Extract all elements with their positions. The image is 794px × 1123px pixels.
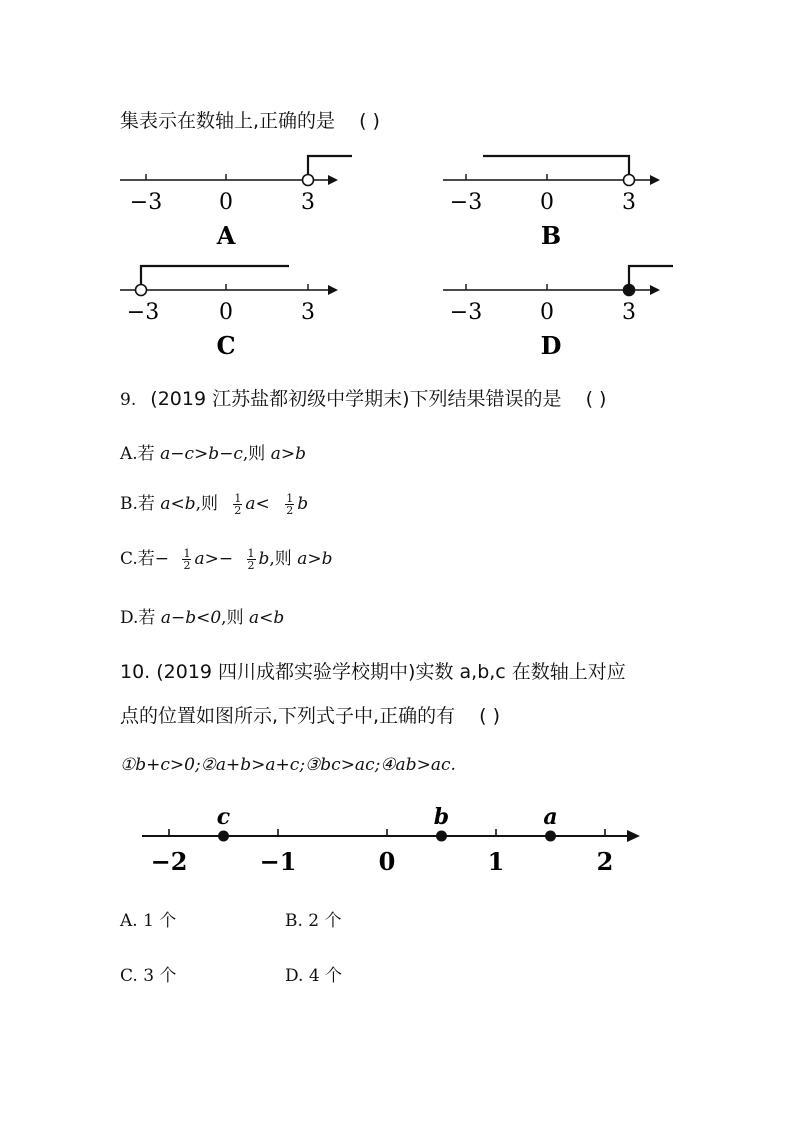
q8b-tick-3: 3 [622,190,636,215]
q10-stem-line2 [120,701,535,728]
q8b-tick-0: 0 [540,190,554,215]
q8d-tick-neg3: −3 [449,300,483,325]
q9a-prefix: A.若 [120,444,155,464]
q8-answer-paren: ( ) [359,110,380,132]
q10-point-c [218,831,229,842]
q8-option-b-figure [443,156,660,250]
q10-tick-label: 2 [596,847,614,876]
q9c-result: a>b [297,549,333,569]
q8d-tick-3: 3 [622,300,636,325]
q10-answer-paren: ( ) [479,705,501,727]
q8-option-a-figure [120,156,352,250]
q8-option-d-label: D [540,331,562,360]
q9a-result: a>b [270,444,306,464]
q10-number-line [0,800,794,880]
q8-option-d-figure [443,266,673,360]
q9c-fraction-right: $\frac{1}{2}$ [247,547,255,572]
q8-option-a-label: A [216,221,236,250]
q8-stem-text: 集表示在数轴上,正确的是 [120,110,336,132]
q10-point-a [545,831,556,842]
q8-option-c-figure [120,266,338,360]
q10-option-d: D. 4 个 [285,966,343,986]
q8d-tick-0: 0 [540,300,554,325]
q9b-fraction-right: $\frac{1}{2}$ [286,492,294,517]
q9b-result-right: b [297,494,309,514]
q9-option-a [120,439,306,464]
q10-tick-label: 0 [378,847,396,876]
q10-option-a: A. 1 个 [120,911,177,931]
q10-point-label-c: c [216,804,231,830]
q8c-tick-3: 3 [301,300,315,325]
q9b-then: ,则 [195,494,218,514]
q10-point-label-b: b [433,804,450,830]
q9c-then: ,则 [269,549,292,569]
q9c-prefix: C.若− [120,549,170,569]
q9c-fraction-left: $\frac{1}{2}$ [183,547,191,572]
q10-point-label-a: a [543,804,558,830]
q9-answer-paren: ( ) [585,388,607,410]
q10-option-b: B. 2 个 [285,911,342,931]
q9a-then: ,则 [242,444,266,464]
q10-tick-label: −1 [259,847,297,876]
q9d-then: ,则 [221,608,244,628]
q9-stem [120,384,642,411]
q9b-fraction-left: $\frac{1}{2}$ [234,492,242,517]
q9d-result: a<b [248,608,285,628]
q8-number-line-figures [0,140,794,400]
q10-statements: ①b+c>0;②a+b>a+c;③bc>ac;④ab>ac. [120,755,456,775]
q9b-result-left: a< [245,494,270,514]
q9b-condition: a<b [160,494,196,514]
q10-tick-label: −2 [150,847,188,876]
q8-option-c-label: C [216,331,236,360]
q8a-tick-neg3: −3 [129,190,163,215]
q8-stem-tail [120,106,415,133]
q9b-prefix: B.若 [120,494,155,514]
q10-point-b [436,831,447,842]
q8a-tick-3: 3 [301,190,315,215]
q10-tick-label: 1 [487,847,505,876]
q9-option-c [120,544,332,571]
q9d-condition: a−b<0 [160,608,222,628]
q9-number: 9. [120,390,137,410]
q10-stem-text: 点的位置如图所示,下列式子中,正确的有 [120,705,456,727]
q8a-tick-0: 0 [219,190,233,215]
q10-stem-line1: 10. (2019 四川成都实验学校期中)实数 a,b,c 在数轴上对应 [120,661,626,683]
q8c-tick-neg3: −3 [126,300,160,325]
q9c-condition-right: b [258,549,270,569]
q10-option-c: C. 3 个 [120,966,177,986]
q9d-prefix: D.若 [120,608,156,628]
q9-option-d [120,603,284,628]
q8b-tick-neg3: −3 [449,190,483,215]
q9-option-b [120,489,308,516]
q9a-condition: a−c>b−c [160,444,243,464]
q9-stem-text: (2019 江苏盐都初级中学期末)下列结果错误的是 [150,388,562,410]
q8c-tick-0: 0 [219,300,233,325]
q8-option-b-label: B [540,221,562,250]
q9c-condition-left: a>− [194,549,234,569]
